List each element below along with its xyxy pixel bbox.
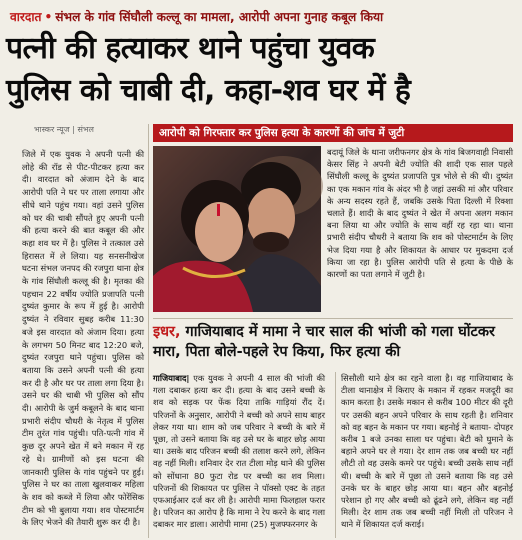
second-story-column-2: सिसौली थाने क्षेत्र का रहने वाला है। वह गाजियाबाद के टीला थानाक्षेत्र में किराए के मकान में रहकर मजदूरी का काम करता है। उसके मकान से करीब 100 मीटर की दूरी पर उसकी बहन अपने परिवार के साथ रहती है। शनिवार को वह बहन के मकान पर गया। बहनोई ने बताया- दोपहर करीब 1 बजे उनका साला घर पहुंचा। बेटी को घुमाने के बहाने अपने घर ले गया। देर शाम तक जब बच्ची घर नहीं लौटी तो वह उसके कमरे पर पहुंचे। बच्ची उसके साथ नहीं थी। बच्ची के बारे में पूछा तो उसने बताया कि वह उसे उनके घर के बाहर छोड़ आया था। बहन और बहनोई परेशान हो गए और बच्ची को ढूंढने लगे, लेकिन वह नहीं मिली। देर शाम तक जब बच्ची नहीं मिली तो परिजन ने थाने में शिकायत दर्ज कराई। <box>341 373 513 530</box>
headline-line-2: पुलिस को चाबी दी, कहा-शव घर में है <box>6 73 411 108</box>
headline-line-1: पत्नी की हत्याकर थाने पहुंचा युवक <box>6 31 375 66</box>
column-divider-bottom <box>335 372 336 538</box>
second-story-title: गाजियाबाद में मामा ने चार साल की भांजी को गला घोंटकर मारा, पिता बोले-पहले रेप किया, फिर हत्या की <box>153 324 495 360</box>
section-divider <box>153 318 513 319</box>
column-divider <box>148 124 149 538</box>
couple-photo-image <box>153 146 321 312</box>
kicker-line <box>10 6 516 28</box>
second-story-column-1 <box>153 372 325 540</box>
kicker-dot: • <box>44 10 53 24</box>
kicker-text: संभल के गांव सिंघौली कल्लू का मामला, आरोपी अपना गुनाह कबूल किया <box>55 10 384 24</box>
second-story-lead: इधर, <box>153 324 181 340</box>
kicker-tag: वारदात <box>10 10 42 24</box>
second-story-column-1-text: एक युवक ने अपनी 4 साल की भांजी की गला दबाकर हत्या कर दी। हत्या के बाद उसने बच्ची के शव को सड़क पर फेंक दिया ताकि गाड़ियां रौंद दें। परिजनों के अनुसार, आरोपी ने बच्ची को अपने साथ बाहर लेकर गया था। शाम को जब परिवार ने बच्ची के बारे में पूछा, तो उसने बताया कि वह उसे घर के बाहर छोड़ आया था। उसके बाद परिजन बच्ची की तलाश करने लगे, लेकिन वह नहीं मिली। शनिवार देर रात टीला मोड़ थाने की पुलिस को सोंधाना 80 फुटा रोड पर बच्ची का शव मिला। परिजनों की शिकायत पर पुलिस ने पॉक्सो एक्ट के तहत एफआईआर दर्ज कर ली है। आरोपी मामा फिलहाल फरार है। परिजन का आरोप है कि मामा ने रेप करने के बाद गला दबाकर मार डाला। आरोपी मामा (25) मुजफ्फरनगर के <box>153 373 325 530</box>
article-column-1: जिले में एक युवक ने अपनी पत्नी की लोहे की रॉड से पीट-पीटकर हत्या कर दी। वारदात को अंजाम देने के बाद आरोपी पति ने घर पर ताला लगाया और सीधे थाने पहुंच गया। वहां उसने पुलिस को घर की चाबी सौंपते हुए अपनी पत्नी की हत्या करने की बात कबूल की और कहा शव घर में है। पुलिस ने तत्काल उसे हिरासत में ले लिया। यह सनसनीखेज घटना संभल जनपद की रजपुरा थाना क्षेत्र के गांव सिंघौली कल्लू की है। मृतका की पहचान 22 वर्षीय ज्योति प्रजापति पत्नी दुष्यंत कुमार के रूप में हुई है। आरोपी दुष्यंत ने रविवार सुबह करीब 11:30 बजे इस वारदात को अंजाम दिया। हत्या के लगभग 50 मिनट बाद 12:20 बजे, दुष्यंत रजपुरा थाने पहुंचा। पुलिस को बताया कि उसने अपनी पत्नी की हत्या कर दी है और घर पर ताला लगा दिया है। उसने घर की चाबी भी पुलिस को सौंप दी। आरोपी के जुर्म कबूलने के बाद थाना प्रभारी संदीप चौधरी के नेतृत्व में पुलिस टीम तुरंत गांव पहुंची। पति-पत्नी गांव में कुछ दूर अपने खेत में बने मकान में रह रहे थे। ग्रामीणों को इस घटना की जानकारी पुलिस के गांव पहुंचने पर हुई। पुलिस ने घर का ताला खुलवाकर महिला के शव को कब्जे में लिया और फोरेंसिक टीम को भी बुलाया गया। शव पोस्टमार्टम के लिए भेजने की तैयारी शुरू कर दी है। <box>22 149 144 528</box>
byline: भास्कर न्यूज | संभल <box>34 125 94 134</box>
dateline: गाजियाबाद| <box>153 373 190 383</box>
article-column-3: बदायूं जिले के थाना जरीफनगर क्षेत्र के गांव बिजगवाही निवासी केसर सिंह ने अपनी बेटी ज्योति की शादी एक साल पहले सिंघौली कल्लू के दुष्यंत प्रजापति पुत्र भोले से की थी। दुष्यंत का एक मकान गांव के अंदर भी है जहां उसकी मां और परिवार के अन्य सदस्य रहते हैं, जबकि उसके पिता दिल्ली में रिक्शा चलाते हैं। शादी के बाद दुष्यंत ने खेत में अपना अलग मकान बना लिया था और ज्योति के साथ वहीं रह रहा था। थाना प्रभारी संदीप चौधरी ने बताया कि शव को पोस्टमार्टम के लिए भेज दिया गया है और शिकायत के आधार पर मुकदमा दर्ज किया जा रहा है। पुलिस आरोपी पति से हत्या के पीछे के कारणों का पता लगाने में जुटी है। <box>327 147 513 280</box>
couple-photo <box>153 146 321 312</box>
subheadline-red-bar: आरोपी को गिरफ्तार कर पुलिस हत्या के कारणों की जांच में जुटी <box>153 124 513 142</box>
second-story-headline <box>153 322 513 362</box>
